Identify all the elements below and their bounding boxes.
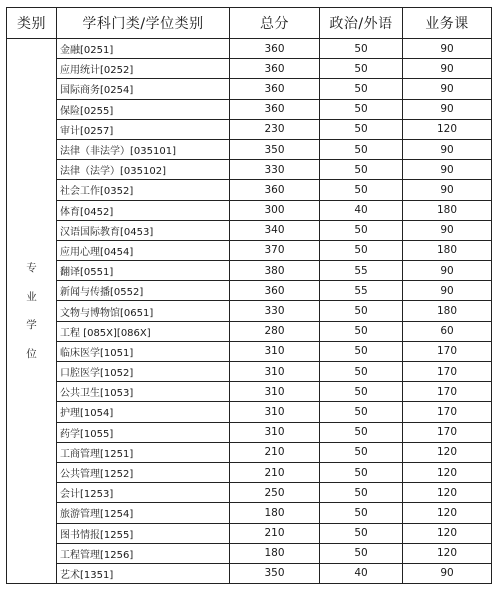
table-row	[7, 261, 492, 281]
politics-language-cell: 50	[320, 119, 403, 139]
category-cell	[7, 39, 57, 584]
politics-language-cell: 50	[320, 139, 403, 159]
politics-language-cell: 40	[320, 563, 403, 583]
major-course-cell: 170	[403, 362, 492, 382]
major-course-cell: 120	[403, 503, 492, 523]
politics-language-cell: 50	[320, 382, 403, 402]
subject-cell: 应用统计[0252]	[57, 59, 230, 79]
total-score-cell: 210	[230, 523, 320, 543]
politics-language-cell: 50	[320, 180, 403, 200]
politics-language-cell: 50	[320, 341, 403, 361]
total-score-cell: 230	[230, 119, 320, 139]
politics-language-cell: 50	[320, 362, 403, 382]
major-course-cell: 90	[403, 79, 492, 99]
total-score-cell: 310	[230, 341, 320, 361]
major-course-cell: 60	[403, 321, 492, 341]
total-score-cell: 350	[230, 139, 320, 159]
politics-language-cell: 50	[320, 543, 403, 563]
major-course-cell: 170	[403, 382, 492, 402]
subject-cell: 公共管理[1252]	[57, 462, 230, 482]
politics-language-cell: 55	[320, 261, 403, 281]
politics-language-cell: 50	[320, 483, 403, 503]
major-course-cell: 120	[403, 543, 492, 563]
table-row	[7, 139, 492, 159]
header-subject: 学科门类/学位类别	[57, 8, 230, 39]
table-row	[7, 503, 492, 523]
total-score-cell: 250	[230, 483, 320, 503]
subject-cell: 会计[1253]	[57, 483, 230, 503]
header-major-course: 业务课	[403, 8, 492, 39]
subject-cell: 汉语国际教育[0453]	[57, 220, 230, 240]
major-course-cell: 180	[403, 301, 492, 321]
subject-cell: 体育[0452]	[57, 200, 230, 220]
subject-cell: 工程 [085X][086X]	[57, 321, 230, 341]
politics-language-cell: 50	[320, 79, 403, 99]
politics-language-cell: 50	[320, 39, 403, 59]
table-row	[7, 79, 492, 99]
total-score-cell: 350	[230, 563, 320, 583]
table-row	[7, 200, 492, 220]
politics-language-cell: 50	[320, 240, 403, 260]
table-row	[7, 422, 492, 442]
major-course-cell: 120	[403, 523, 492, 543]
politics-language-cell: 50	[320, 59, 403, 79]
table-row	[7, 281, 492, 301]
table-row	[7, 180, 492, 200]
politics-language-cell: 50	[320, 422, 403, 442]
total-score-cell: 280	[230, 321, 320, 341]
subject-cell: 文物与博物馆[0651]	[57, 301, 230, 321]
table-row	[7, 160, 492, 180]
total-score-cell: 310	[230, 422, 320, 442]
table-row	[7, 99, 492, 119]
table-row	[7, 341, 492, 361]
politics-language-cell: 40	[320, 200, 403, 220]
table-row	[7, 220, 492, 240]
politics-language-cell: 50	[320, 523, 403, 543]
major-course-cell: 90	[403, 99, 492, 119]
politics-language-cell: 55	[320, 281, 403, 301]
table-row	[7, 301, 492, 321]
table-row	[7, 240, 492, 260]
major-course-cell: 170	[403, 422, 492, 442]
total-score-cell: 310	[230, 362, 320, 382]
major-course-cell: 170	[403, 402, 492, 422]
total-score-cell: 380	[230, 261, 320, 281]
major-course-cell: 90	[403, 220, 492, 240]
total-score-cell: 330	[230, 160, 320, 180]
politics-language-cell: 50	[320, 442, 403, 462]
major-course-cell: 90	[403, 39, 492, 59]
subject-cell: 护理[1054]	[57, 402, 230, 422]
total-score-cell: 360	[230, 79, 320, 99]
subject-cell: 国际商务[0254]	[57, 79, 230, 99]
subject-cell: 药学[1055]	[57, 422, 230, 442]
header-category: 类别	[7, 8, 57, 39]
politics-language-cell: 50	[320, 503, 403, 523]
major-course-cell: 180	[403, 240, 492, 260]
subject-cell: 金融[0251]	[57, 39, 230, 59]
politics-language-cell: 50	[320, 99, 403, 119]
politics-language-cell: 50	[320, 301, 403, 321]
header-row	[7, 8, 492, 39]
total-score-cell: 310	[230, 402, 320, 422]
total-score-cell: 360	[230, 59, 320, 79]
header-politics-language: 政治/外语	[320, 8, 403, 39]
subject-cell: 工商管理[1251]	[57, 442, 230, 462]
major-course-cell: 120	[403, 462, 492, 482]
table-body	[7, 39, 492, 584]
major-course-cell: 90	[403, 160, 492, 180]
table-row	[7, 543, 492, 563]
category-char: 业	[26, 290, 37, 303]
total-score-cell: 360	[230, 281, 320, 301]
table-row	[7, 523, 492, 543]
major-course-cell: 90	[403, 281, 492, 301]
table-row	[7, 382, 492, 402]
table-row	[7, 39, 492, 59]
major-course-cell: 90	[403, 59, 492, 79]
table-row	[7, 442, 492, 462]
category-char: 专	[26, 262, 37, 275]
total-score-cell: 180	[230, 543, 320, 563]
subject-cell: 社会工作[0352]	[57, 180, 230, 200]
subject-cell: 新闻与传播[0552]	[57, 281, 230, 301]
major-course-cell: 90	[403, 261, 492, 281]
major-course-cell: 90	[403, 180, 492, 200]
total-score-cell: 360	[230, 39, 320, 59]
table-row	[7, 59, 492, 79]
subject-cell: 应用心理[0454]	[57, 240, 230, 260]
subject-cell: 口腔医学[1052]	[57, 362, 230, 382]
major-course-cell: 180	[403, 200, 492, 220]
category-char: 位	[26, 347, 37, 360]
total-score-cell: 210	[230, 462, 320, 482]
major-course-cell: 90	[403, 563, 492, 583]
subject-cell: 旅游管理[1254]	[57, 503, 230, 523]
table-row	[7, 483, 492, 503]
subject-cell: 审计[0257]	[57, 119, 230, 139]
politics-language-cell: 50	[320, 160, 403, 180]
table-row	[7, 462, 492, 482]
total-score-cell: 360	[230, 99, 320, 119]
total-score-cell: 370	[230, 240, 320, 260]
total-score-cell: 340	[230, 220, 320, 240]
politics-language-cell: 50	[320, 220, 403, 240]
subject-cell: 图书情报[1255]	[57, 523, 230, 543]
total-score-cell: 330	[230, 301, 320, 321]
total-score-cell: 210	[230, 442, 320, 462]
header-total: 总分	[230, 8, 320, 39]
subject-cell: 翻译[0551]	[57, 261, 230, 281]
major-course-cell: 120	[403, 119, 492, 139]
politics-language-cell: 50	[320, 402, 403, 422]
table-row	[7, 119, 492, 139]
score-table-container	[6, 7, 492, 584]
subject-cell: 艺术[1351]	[57, 563, 230, 583]
major-course-cell: 90	[403, 139, 492, 159]
table-row	[7, 563, 492, 583]
major-course-cell: 170	[403, 341, 492, 361]
score-table	[6, 7, 492, 584]
table-row	[7, 321, 492, 341]
subject-cell: 工程管理[1256]	[57, 543, 230, 563]
total-score-cell: 310	[230, 382, 320, 402]
subject-cell: 公共卫生[1053]	[57, 382, 230, 402]
total-score-cell: 180	[230, 503, 320, 523]
total-score-cell: 360	[230, 180, 320, 200]
subject-cell: 法律（法学）[035102]	[57, 160, 230, 180]
major-course-cell: 120	[403, 483, 492, 503]
category-char: 学	[26, 319, 37, 332]
subject-cell: 保险[0255]	[57, 99, 230, 119]
total-score-cell: 300	[230, 200, 320, 220]
subject-cell: 临床医学[1051]	[57, 341, 230, 361]
table-row	[7, 362, 492, 382]
politics-language-cell: 50	[320, 462, 403, 482]
politics-language-cell: 50	[320, 321, 403, 341]
major-course-cell: 120	[403, 442, 492, 462]
table-row	[7, 402, 492, 422]
subject-cell: 法律（非法学）[035101]	[57, 139, 230, 159]
